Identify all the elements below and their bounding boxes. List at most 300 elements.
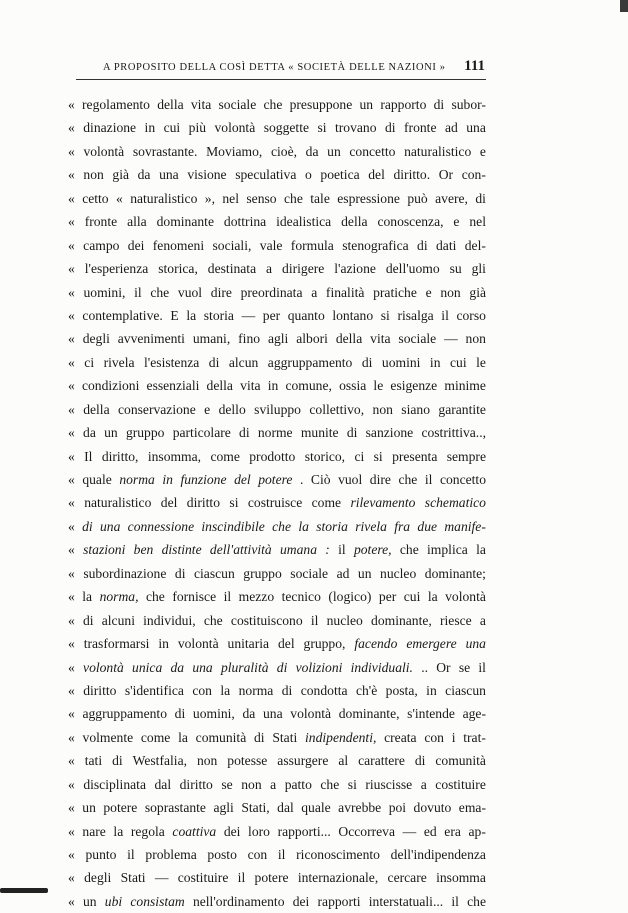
text-word: storico, — [304, 448, 346, 464]
text-word: « — [116, 190, 123, 206]
text-line — [68, 679, 486, 702]
text-word: « — [68, 167, 75, 183]
text-word: diritto. — [393, 167, 431, 183]
text-word: dominante — [156, 214, 214, 230]
text-word: rapporti... — [277, 823, 331, 839]
text-word: si — [380, 307, 390, 323]
text-word: del- — [464, 237, 486, 253]
text-line — [68, 538, 486, 561]
text-word: « — [68, 237, 75, 253]
text-word: dirigere — [282, 261, 325, 277]
text-word: di — [417, 237, 428, 253]
scan-corner-mark — [620, 0, 628, 12]
text-word: si — [373, 448, 383, 464]
text-word: la — [82, 589, 93, 605]
text-line — [68, 515, 486, 538]
scan-edge-mark — [0, 888, 48, 893]
text-word: presenta — [392, 448, 438, 464]
text-word: comunità — [435, 753, 486, 769]
text-word: in — [158, 636, 169, 652]
text-word: costruisce — [247, 495, 303, 511]
text-word: che — [150, 284, 170, 300]
text-word: « — [68, 542, 75, 558]
text-word: cui — [163, 120, 181, 136]
text-word: tale — [310, 190, 330, 206]
text-word: dell'indipendenza — [390, 847, 486, 862]
text-word: individuali. — [350, 659, 413, 675]
text-word: pratiche — [373, 284, 417, 300]
text-word: soggette — [263, 120, 310, 136]
text-word: fenomeni — [152, 237, 205, 253]
text-word: ch'è — [355, 682, 378, 698]
text-word: E — [170, 307, 179, 323]
text-word: agli — [213, 800, 234, 816]
text-word: Moviamo, — [206, 143, 263, 159]
text-word: quanto — [287, 307, 325, 323]
text-word: non — [196, 753, 218, 769]
text-word: che — [272, 518, 292, 534]
text-word: dominante, — [338, 706, 400, 722]
text-word: « — [68, 706, 75, 722]
text-word: minime — [444, 378, 486, 394]
text-word: il — [441, 307, 449, 323]
text-word: corso — [456, 307, 486, 323]
text-word: uomini — [381, 354, 421, 370]
text-word: « — [68, 659, 75, 675]
text-word: distinte — [161, 542, 202, 558]
text-word: avrebbe — [338, 800, 382, 816]
text-word: « — [68, 800, 75, 816]
text-word: pluralità — [220, 659, 269, 675]
text-word: emergere — [406, 636, 457, 652]
text-word: storia — [203, 307, 234, 323]
text-word: del — [234, 472, 251, 487]
text-word: subordinazione — [83, 565, 167, 581]
text-word: trat- — [463, 729, 486, 745]
text-word: naturalistico — [84, 495, 152, 511]
text-word: l'esistenza — [144, 354, 200, 370]
text-word: non — [372, 401, 393, 417]
text-word: potere — [103, 800, 138, 816]
text-word: riuscisse — [365, 776, 413, 792]
text-word: connessione — [127, 518, 195, 534]
text-word: ubi — [104, 893, 123, 909]
text-word: come — [140, 729, 171, 745]
text-word: « — [68, 472, 75, 487]
text-word: « — [68, 823, 75, 839]
text-word: rivela — [103, 354, 135, 370]
text-word: di — [384, 120, 396, 136]
text-word: sovrastante. — [132, 143, 198, 159]
text-line — [68, 163, 486, 186]
text-word: storia — [316, 518, 348, 534]
text-word: da — [305, 143, 319, 159]
text-word: « — [68, 331, 75, 347]
text-word: — — [402, 823, 417, 839]
text-word: poi — [388, 800, 407, 816]
text-word: fornisce — [172, 589, 217, 605]
text-line — [68, 468, 486, 491]
text-word: rapporto — [380, 97, 427, 112]
text-word: Stati, — [241, 800, 270, 816]
text-word: diritto — [83, 682, 117, 698]
text-word: (logico) — [328, 589, 372, 605]
text-line — [68, 796, 486, 819]
text-word: aggruppamento — [267, 354, 353, 370]
text-word: dei — [223, 823, 241, 839]
text-word: volontà — [83, 143, 125, 159]
text-word: sociale — [398, 331, 437, 347]
text-line — [68, 234, 486, 257]
text-word: e — [204, 401, 211, 417]
text-word: tati — [84, 753, 103, 769]
text-word: albori — [296, 331, 328, 347]
text-word: come — [210, 448, 240, 464]
text-word: con — [247, 847, 268, 862]
text-line — [68, 445, 486, 468]
text-word: siano — [401, 401, 430, 417]
text-word: come — [311, 495, 342, 511]
text-word: Occorreva — [338, 823, 396, 839]
text-line — [68, 749, 486, 772]
page-number: 111 — [464, 58, 485, 74]
text-word: collettivo, — [309, 401, 365, 417]
text-word: si — [347, 776, 357, 792]
text-word: potere, — [353, 542, 392, 558]
text-word: dire — [210, 284, 232, 300]
text-word: funzione — [180, 472, 227, 487]
text-word: vita — [240, 378, 261, 394]
text-word: dovuto — [413, 800, 452, 816]
text-word: diritto — [186, 495, 221, 511]
text-word: per — [378, 589, 397, 605]
text-word: patto — [284, 776, 312, 792]
text-word: problema — [145, 847, 197, 862]
text-word: Westfalia, — [132, 753, 187, 769]
text-word: era — [444, 823, 461, 839]
text-word: formula — [290, 237, 334, 253]
text-word: che — [145, 589, 165, 605]
text-line — [68, 374, 486, 397]
text-word: il — [451, 893, 459, 909]
text-word: presuppone — [289, 97, 353, 112]
text-word: che — [263, 97, 283, 112]
text-word: di — [112, 753, 123, 769]
text-word: « — [68, 847, 75, 862]
text-word: « — [68, 612, 75, 628]
text-line — [68, 304, 486, 327]
text-word: che — [283, 190, 303, 206]
text-word: alcun — [228, 354, 259, 370]
text-word: il — [424, 472, 433, 487]
text-word: « — [68, 97, 75, 112]
text-line — [68, 116, 486, 139]
text-word: che — [203, 612, 223, 628]
text-word: cercare — [387, 870, 427, 886]
text-word: in — [162, 472, 173, 487]
text-line — [68, 702, 486, 725]
text-word: visione — [187, 167, 227, 183]
text-word: . — [299, 472, 304, 487]
text-word: a — [311, 284, 318, 300]
text-word: « — [68, 776, 75, 792]
text-word: il — [277, 847, 286, 862]
text-line — [68, 866, 486, 889]
text-line — [68, 820, 486, 843]
text-word: « — [68, 143, 75, 159]
text-word: age- — [462, 706, 486, 722]
text-word: fra — [394, 518, 411, 534]
text-word: dati — [435, 237, 457, 253]
text-line — [68, 562, 486, 585]
text-word: « — [68, 190, 75, 206]
text-word: del — [277, 636, 295, 652]
text-word: già — [112, 167, 130, 183]
text-word: idealistica — [276, 214, 332, 230]
text-word: se — [458, 659, 471, 675]
text-word: storica, — [158, 261, 198, 277]
text-word: l'azione — [334, 261, 376, 277]
text-word: .. — [421, 659, 428, 675]
text-word: conservazione — [118, 401, 196, 417]
text-word: costrittiva.., — [421, 425, 486, 441]
text-word: « — [68, 518, 75, 534]
text-word: la — [178, 729, 188, 745]
text-word: regola — [130, 823, 165, 839]
text-word: disciplinata — [83, 776, 146, 792]
text-word: insomma — [436, 870, 486, 886]
text-word: « — [68, 354, 75, 370]
text-word: una — [262, 706, 283, 722]
text-line — [68, 398, 486, 421]
text-word: i — [451, 729, 456, 745]
text-word: internazionale, — [297, 870, 379, 886]
text-word: un — [357, 565, 372, 581]
text-word: vita — [190, 97, 212, 112]
text-word: su — [449, 261, 462, 277]
text-word: prodotto — [249, 448, 296, 464]
text-word: coattiva — [172, 823, 217, 839]
text-word: « — [68, 870, 75, 886]
text-word: gli — [471, 261, 486, 277]
text-word: che — [320, 776, 340, 792]
text-line — [68, 890, 486, 913]
text-word: s'intende — [407, 706, 455, 722]
text-word: di — [346, 425, 358, 441]
text-word: la — [220, 682, 231, 698]
text-line — [68, 656, 486, 679]
text-word: il — [338, 542, 346, 558]
text-word: fronte — [84, 214, 118, 230]
text-word: condizioni — [81, 378, 140, 394]
text-word: schematico — [424, 495, 486, 511]
text-word: norma — [119, 472, 155, 487]
text-word: un — [359, 97, 374, 112]
text-word: ciascun — [193, 565, 235, 581]
text-word: degli — [84, 870, 112, 886]
text-word: vuol — [177, 284, 203, 300]
text-word: dottrina — [223, 214, 267, 230]
text-word: naturalistico — [404, 143, 472, 159]
text-word: dal — [154, 776, 172, 792]
text-word: munite — [300, 425, 339, 441]
text-word: stazioni — [83, 542, 126, 558]
text-word: ema- — [458, 800, 486, 816]
text-word: di — [208, 354, 220, 370]
text-word: un — [83, 893, 97, 909]
text-word: « — [68, 307, 75, 323]
text-word: particolare — [172, 425, 231, 441]
text-word: rivela — [355, 518, 387, 534]
text-word: del — [368, 167, 385, 183]
text-word: destinata — [207, 261, 257, 277]
text-word: o — [304, 167, 312, 183]
text-word: facendo — [354, 636, 398, 652]
text-word: la — [186, 307, 197, 323]
text-word: Stati — [120, 870, 146, 886]
text-word: interstatuali... — [368, 893, 444, 909]
text-word: una — [99, 518, 121, 534]
text-word: per — [262, 307, 281, 323]
text-word: degli — [82, 331, 110, 347]
text-word: riesce — [440, 612, 472, 628]
text-word: un — [104, 425, 118, 441]
text-line — [68, 257, 486, 280]
text-word: a — [479, 612, 486, 628]
text-word: », — [204, 190, 215, 206]
text-word: di — [82, 612, 94, 628]
text-word: Il — [84, 448, 93, 464]
text-word: volontà — [445, 589, 486, 605]
text-word: un — [327, 143, 341, 159]
text-word: unica — [132, 659, 163, 675]
text-word: « — [68, 401, 75, 417]
text-word: dello — [218, 401, 246, 417]
text-word: « — [68, 448, 75, 464]
text-line — [68, 843, 486, 866]
text-word: loro — [248, 823, 270, 839]
text-word: la — [476, 542, 486, 558]
text-word: « — [68, 495, 75, 511]
text-word: ben — [133, 542, 154, 558]
text-word: cui — [449, 354, 467, 370]
text-word: insomma, — [147, 448, 202, 464]
text-line — [68, 726, 486, 749]
text-word: del — [160, 495, 178, 511]
text-word: può — [407, 190, 428, 206]
text-word: la — [298, 518, 309, 534]
text-word: un — [82, 800, 96, 816]
text-line — [68, 421, 486, 444]
text-word: conoscenza, — [377, 214, 444, 230]
text-word: di — [239, 425, 250, 441]
text-word: cioè, — [270, 143, 298, 159]
text-word: « — [68, 120, 75, 136]
text-word: risalga — [397, 307, 434, 323]
text-word: implica — [427, 542, 468, 558]
text-word: rapporti — [317, 893, 361, 909]
text-word: le — [373, 378, 384, 394]
text-word: essenziali — [146, 378, 200, 394]
text-word: della — [83, 401, 110, 417]
text-word: Or — [438, 167, 454, 183]
text-word: senso — [246, 190, 277, 206]
text-word: umana — [280, 542, 318, 558]
text-word: non — [465, 331, 486, 347]
text-word: la — [113, 823, 124, 839]
text-line — [68, 773, 486, 796]
text-word: sociale — [218, 97, 257, 112]
text-word: fino — [238, 331, 261, 347]
text-line — [68, 327, 486, 350]
text-word: avere, — [435, 190, 468, 206]
text-word: ad — [336, 565, 350, 581]
text-line — [68, 93, 486, 116]
text-word: avvenimenti — [117, 331, 185, 347]
text-word: volizioni — [295, 659, 343, 675]
text-word: e — [479, 143, 486, 159]
text-word: non — [83, 167, 104, 183]
text-word: due — [417, 518, 438, 534]
text-word: « — [68, 893, 75, 909]
text-word: e — [453, 214, 460, 230]
text-word: della — [157, 97, 184, 112]
text-word: norma, — [99, 589, 139, 605]
text-word: finalità — [325, 284, 365, 300]
text-word: e — [425, 284, 432, 300]
text-word: ossia — [339, 378, 367, 394]
text-word: — — [154, 870, 169, 886]
text-word: s'identifica — [124, 682, 184, 698]
text-word: sanzione — [365, 425, 414, 441]
text-word: norma — [238, 682, 274, 698]
text-word: dominante, — [371, 612, 432, 628]
text-word: il — [134, 284, 142, 300]
text-word: una — [192, 659, 213, 675]
text-word: le — [476, 354, 486, 370]
text-word: posto — [207, 847, 237, 862]
text-word: tecnico — [281, 589, 321, 605]
text-word: « — [68, 214, 75, 230]
text-word: potere — [258, 472, 293, 487]
text-line — [68, 609, 486, 632]
text-word: volontà — [177, 636, 219, 652]
text-word: quale — [82, 472, 112, 487]
text-word: naturalistico — [130, 190, 198, 206]
text-word: umani, — [192, 331, 231, 347]
text-word: al — [338, 753, 349, 769]
text-word: sempre — [446, 448, 486, 464]
text-word: nucleo — [326, 612, 363, 628]
text-word: il — [310, 612, 319, 628]
text-word: subor- — [451, 97, 486, 112]
text-word: posta, — [385, 682, 418, 698]
text-word: individui, — [143, 612, 196, 628]
text-word: da — [170, 659, 185, 675]
text-word: vuol — [338, 472, 363, 487]
text-word: dei — [292, 893, 310, 909]
text-word: nel — [222, 190, 239, 206]
text-word: condotta — [300, 682, 348, 698]
header-rule — [76, 79, 486, 80]
text-word: della — [341, 214, 368, 230]
running-header — [103, 58, 485, 80]
text-word: agli — [267, 331, 289, 347]
text-word: garantite — [438, 401, 486, 417]
text-word: da — [83, 425, 96, 441]
text-word: poetica — [320, 167, 360, 183]
text-word: « — [68, 425, 75, 441]
